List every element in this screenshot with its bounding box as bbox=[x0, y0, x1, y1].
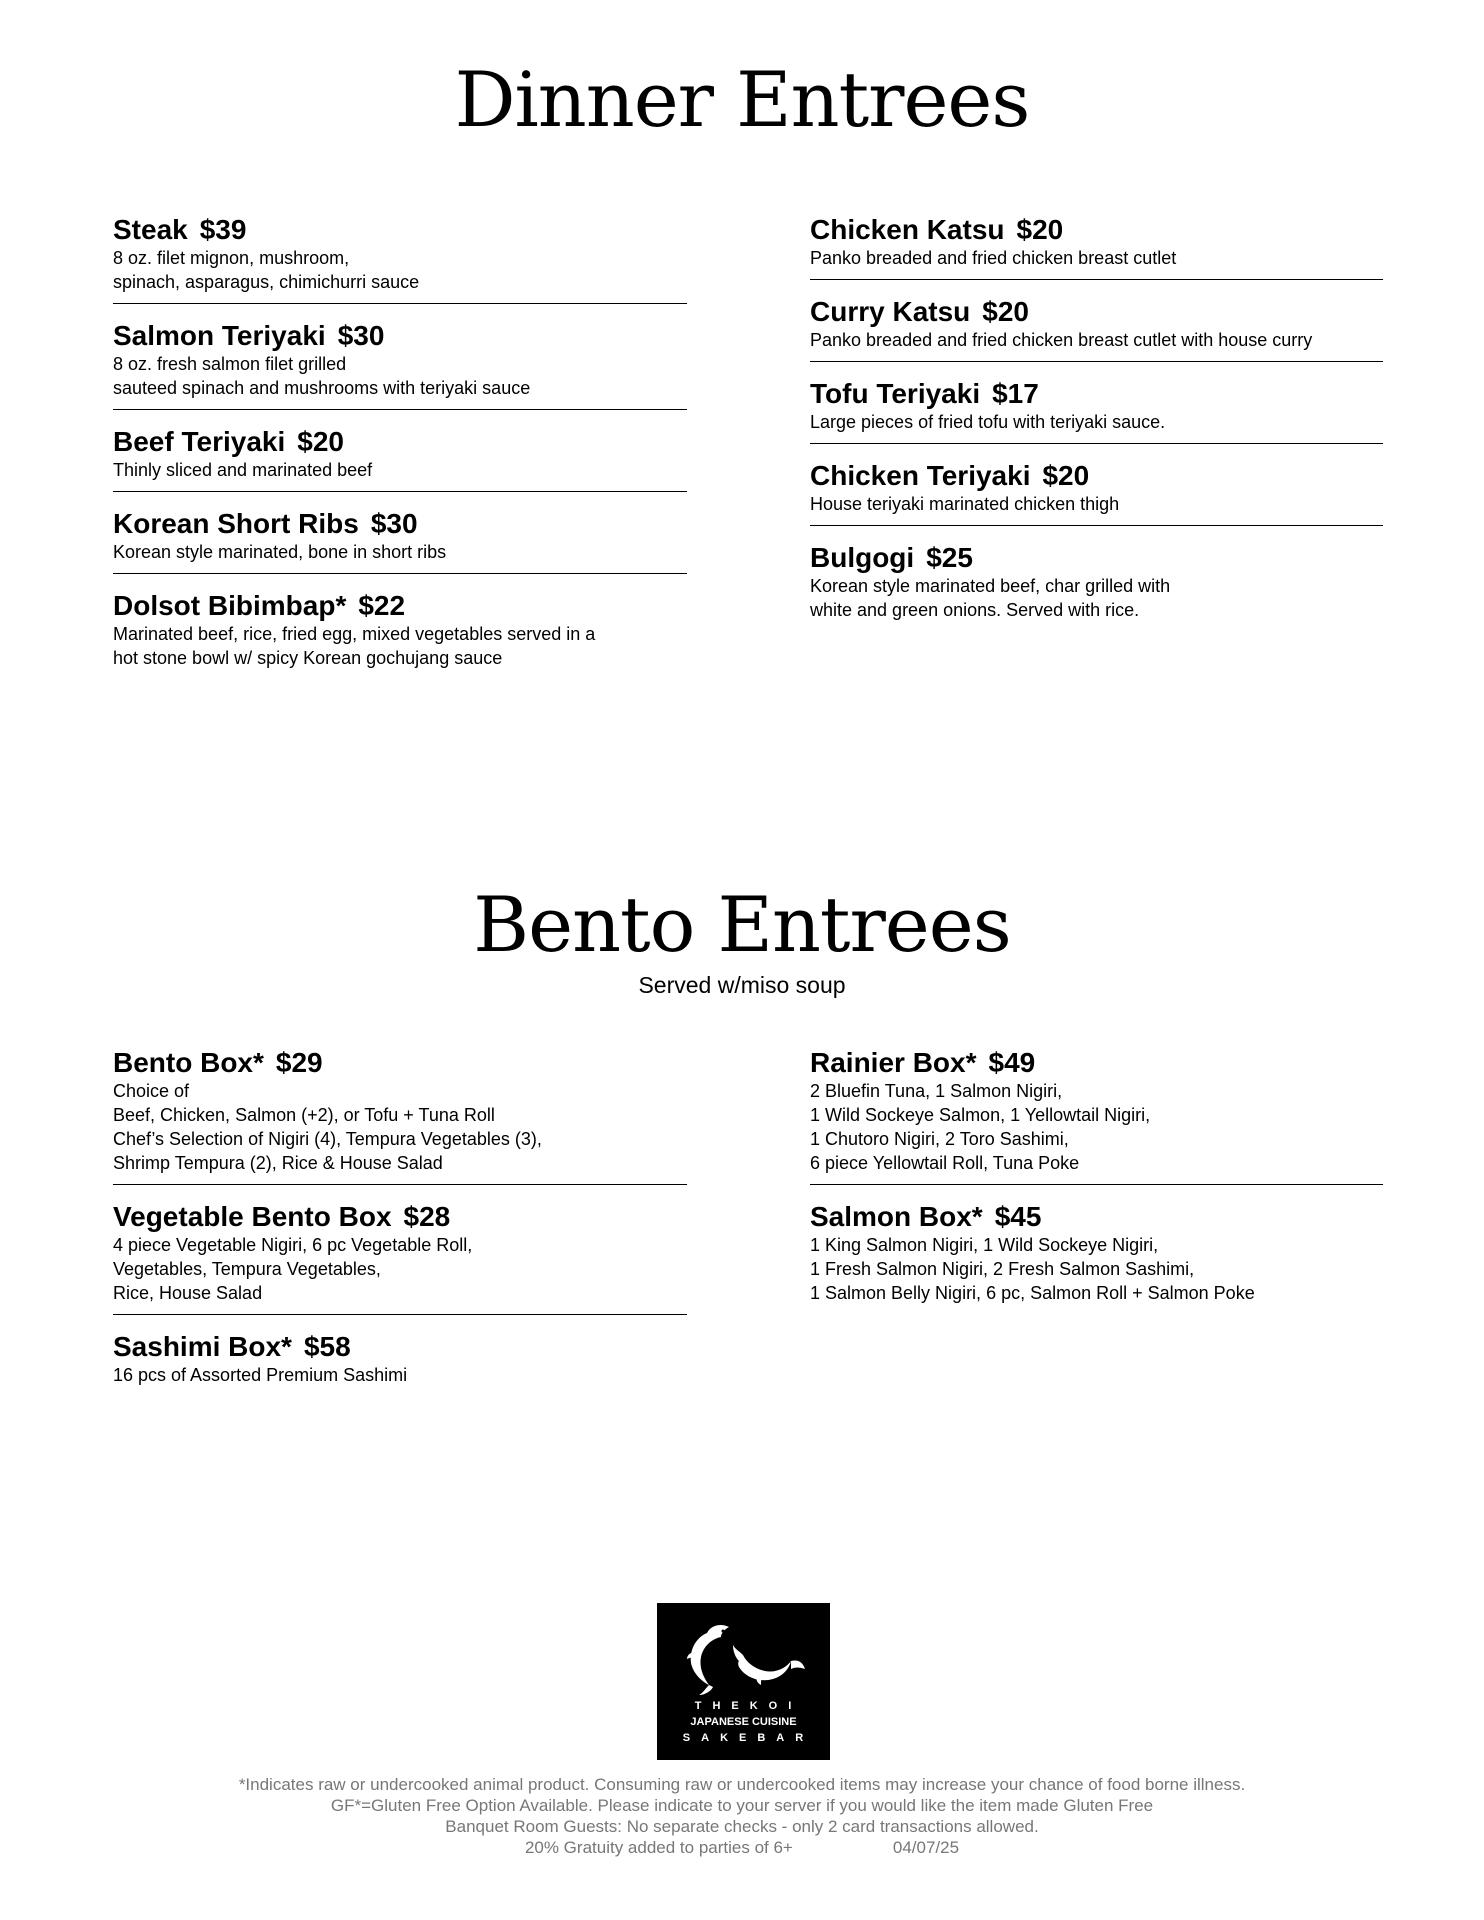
menu-item-title bbox=[113, 320, 687, 352]
menu-item bbox=[810, 1043, 1383, 1185]
footer-line: *Indicates raw or undercooked animal product. Consuming raw or undercooked items may increase your chance of food borne illness. bbox=[238, 1775, 1246, 1794]
description-line: Panko breaded and fried chicken breast cutlet bbox=[810, 248, 1177, 268]
menu-item bbox=[113, 1197, 687, 1315]
menu-item-description bbox=[810, 246, 1383, 270]
menu-item bbox=[810, 374, 1383, 444]
description-line: 2 Bluefin Tuna, 1 Salmon Nigiri, bbox=[810, 1081, 1063, 1101]
menu-item-name: Curry Katsu bbox=[810, 296, 971, 327]
description-line: 1 Wild Sockeye Salmon, 1 Yellowtail Nigiri, bbox=[810, 1105, 1151, 1125]
menu-item-price: $17 bbox=[992, 378, 1039, 409]
dinner-right-column bbox=[810, 210, 1383, 643]
menu-item-title bbox=[113, 426, 687, 458]
description-line: Thinly sliced and marinated beef bbox=[113, 460, 373, 480]
menu-item-price: $20 bbox=[982, 296, 1029, 327]
footer-line: Banquet Room Guests: No separate checks - only 2 card transactions allowed. bbox=[445, 1817, 1039, 1836]
menu-item-price: $25 bbox=[926, 542, 973, 573]
menu-item-description bbox=[113, 1233, 687, 1305]
description-line: 16 pcs of Assorted Premium Sashimi bbox=[113, 1365, 408, 1385]
menu-date: 04/07/25 bbox=[892, 1838, 960, 1857]
description-line: 1 Chutoro Nigiri, 2 Toro Sashimi, bbox=[810, 1129, 1069, 1149]
menu-item-price: $28 bbox=[403, 1201, 451, 1232]
menu-item-price: $58 bbox=[303, 1331, 351, 1362]
footer-line: GF*=Gluten Free Option Available. Please indicate to your server if you would like the item made Gluten Free bbox=[330, 1796, 1154, 1815]
footer-line bbox=[0, 1837, 1484, 1858]
menu-item-description bbox=[810, 492, 1383, 516]
menu-item-description bbox=[113, 622, 687, 670]
bento-subtitle: Served w/miso soup bbox=[638, 972, 846, 998]
menu-item-title bbox=[810, 296, 1383, 328]
menu-item-title bbox=[113, 1331, 687, 1363]
description-line: 1 Salmon Belly Nigiri, 6 pc, Salmon Roll + Salmon Poke bbox=[810, 1283, 1255, 1303]
menu-item-name: Vegetable Bento Box bbox=[113, 1201, 392, 1232]
menu-item bbox=[810, 292, 1383, 362]
gratuity-note: 20% Gratuity added to parties of 6+ bbox=[524, 1838, 793, 1857]
menu-item-title bbox=[810, 378, 1383, 410]
menu-item bbox=[113, 210, 687, 304]
menu-item-description bbox=[113, 540, 687, 564]
logo-text-line2: JAPANESE CUISINE bbox=[690, 1716, 797, 1728]
menu-item bbox=[810, 210, 1383, 280]
description-line: Vegetables, Tempura Vegetables, bbox=[113, 1259, 381, 1279]
description-line: 8 oz. filet mignon, mushroom, bbox=[113, 248, 350, 268]
description-line: Large pieces of fried tofu with teriyaki sauce. bbox=[810, 412, 1166, 432]
menu-item-name: Chicken Teriyaki bbox=[810, 460, 1031, 491]
logo-text-line1: THEKOI bbox=[694, 1700, 803, 1712]
menu-item-title bbox=[810, 542, 1383, 574]
menu-item bbox=[810, 456, 1383, 526]
dinner-left-column bbox=[113, 210, 687, 691]
menu-item-name: Rainier Box* bbox=[810, 1047, 977, 1078]
menu-item bbox=[810, 1197, 1383, 1314]
bento-right-column bbox=[810, 1043, 1383, 1326]
menu-item-title bbox=[113, 508, 687, 540]
menu-item-title bbox=[113, 214, 687, 246]
description-line: Chef’s Selection of Nigiri (4), Tempura Vegetables (3), bbox=[113, 1129, 542, 1149]
menu-item-name: Beef Teriyaki bbox=[113, 426, 286, 457]
footer-notes bbox=[0, 1774, 1484, 1858]
menu-item-price: $49 bbox=[988, 1047, 1036, 1078]
description-line: 4 piece Vegetable Nigiri, 6 pc Vegetable Roll, bbox=[113, 1235, 473, 1255]
menu-item-name: Salmon Teriyaki bbox=[113, 320, 326, 351]
menu-item-title bbox=[810, 460, 1383, 492]
menu-item-title bbox=[113, 1201, 687, 1233]
menu-item-price: $22 bbox=[358, 590, 406, 621]
menu-item-description bbox=[810, 1079, 1383, 1175]
menu-item-title bbox=[113, 590, 687, 622]
menu-item-title bbox=[810, 1047, 1383, 1079]
description-line: Marinated beef, rice, fried egg, mixed vegetables served in a bbox=[113, 624, 596, 644]
menu-item-name: Korean Short Ribs bbox=[113, 508, 359, 539]
description-line: Beef, Chicken, Salmon (+2), or Tofu + Tuna Roll bbox=[113, 1105, 495, 1125]
menu-item bbox=[113, 422, 687, 492]
description-line: Korean style marinated, bone in short ribs bbox=[113, 542, 447, 562]
description-line: sauteed spinach and mushrooms with teriyaki sauce bbox=[113, 378, 531, 398]
menu-item-title bbox=[810, 214, 1383, 246]
menu-item-price: $29 bbox=[275, 1047, 323, 1078]
menu-item-description bbox=[113, 1079, 687, 1175]
description-line: 1 Fresh Salmon Nigiri, 2 Fresh Salmon Sashimi, bbox=[810, 1259, 1195, 1279]
menu-item bbox=[113, 316, 687, 410]
menu-item-name: Bento Box* bbox=[113, 1047, 264, 1078]
description-line: white and green onions. Served with rice. bbox=[810, 600, 1140, 620]
menu-item-title bbox=[113, 1047, 687, 1079]
description-line: Shrimp Tempura (2), Rice & House Salad bbox=[113, 1153, 443, 1173]
menu-item-price: $45 bbox=[994, 1201, 1042, 1232]
menu-item-description bbox=[810, 328, 1383, 352]
menu-item-name: Salmon Box* bbox=[810, 1201, 983, 1232]
menu-item bbox=[113, 504, 687, 574]
menu-item-price: $20 bbox=[1016, 214, 1064, 245]
description-line: 1 King Salmon Nigiri, 1 Wild Sockeye Nigiri, bbox=[810, 1235, 1159, 1255]
restaurant-logo bbox=[657, 1603, 830, 1760]
menu-item-name: Chicken Katsu bbox=[810, 214, 1005, 245]
menu-item-price: $30 bbox=[370, 508, 418, 539]
menu-item bbox=[113, 586, 687, 679]
menu-item bbox=[113, 1327, 687, 1396]
menu-item-price: $39 bbox=[199, 214, 247, 245]
menu-item-description bbox=[113, 1363, 687, 1387]
menu-item-name: Dolsot Bibimbap* bbox=[113, 590, 347, 621]
description-line: Choice of bbox=[113, 1081, 190, 1101]
description-line: hot stone bowl w/ spicy Korean gochujang sauce bbox=[113, 648, 503, 668]
logo-text-line3: SAKEBAR bbox=[682, 1732, 815, 1744]
menu-item-name: Steak bbox=[113, 214, 188, 245]
description-line: 6 piece Yellowtail Roll, Tuna Poke bbox=[810, 1153, 1080, 1173]
description-line: spinach, asparagus, chimichurri sauce bbox=[113, 272, 420, 292]
menu-item-name: Tofu Teriyaki bbox=[810, 378, 981, 409]
bento-left-column bbox=[113, 1043, 687, 1408]
menu-item-price: $30 bbox=[337, 320, 385, 351]
menu-item-description bbox=[113, 352, 687, 400]
description-line: 8 oz. fresh salmon filet grilled bbox=[113, 354, 347, 374]
bento-entrees-title: Bento Entrees bbox=[473, 880, 1011, 969]
menu-item-description bbox=[810, 1233, 1383, 1305]
menu-item-description bbox=[810, 574, 1383, 622]
menu-item-description bbox=[810, 410, 1383, 434]
menu-item-price: $20 bbox=[297, 426, 344, 457]
description-line: House teriyaki marinated chicken thigh bbox=[810, 494, 1120, 514]
menu-item bbox=[810, 538, 1383, 631]
menu-item-name: Bulgogi bbox=[810, 542, 915, 573]
menu-item-name: Sashimi Box* bbox=[113, 1331, 292, 1362]
description-line: Panko breaded and fried chicken breast cutlet with house curry bbox=[810, 330, 1313, 350]
dinner-entrees-title: Dinner Entrees bbox=[454, 55, 1030, 144]
menu-item-description bbox=[113, 246, 687, 294]
description-line: Korean style marinated beef, char grilled with bbox=[810, 576, 1171, 596]
menu-item bbox=[113, 1043, 687, 1185]
description-line: Rice, House Salad bbox=[113, 1283, 263, 1303]
koi-fish-icon bbox=[677, 1615, 810, 1695]
menu-item-description bbox=[113, 458, 687, 482]
menu-item-title bbox=[810, 1201, 1383, 1233]
menu-item-price: $20 bbox=[1042, 460, 1090, 491]
